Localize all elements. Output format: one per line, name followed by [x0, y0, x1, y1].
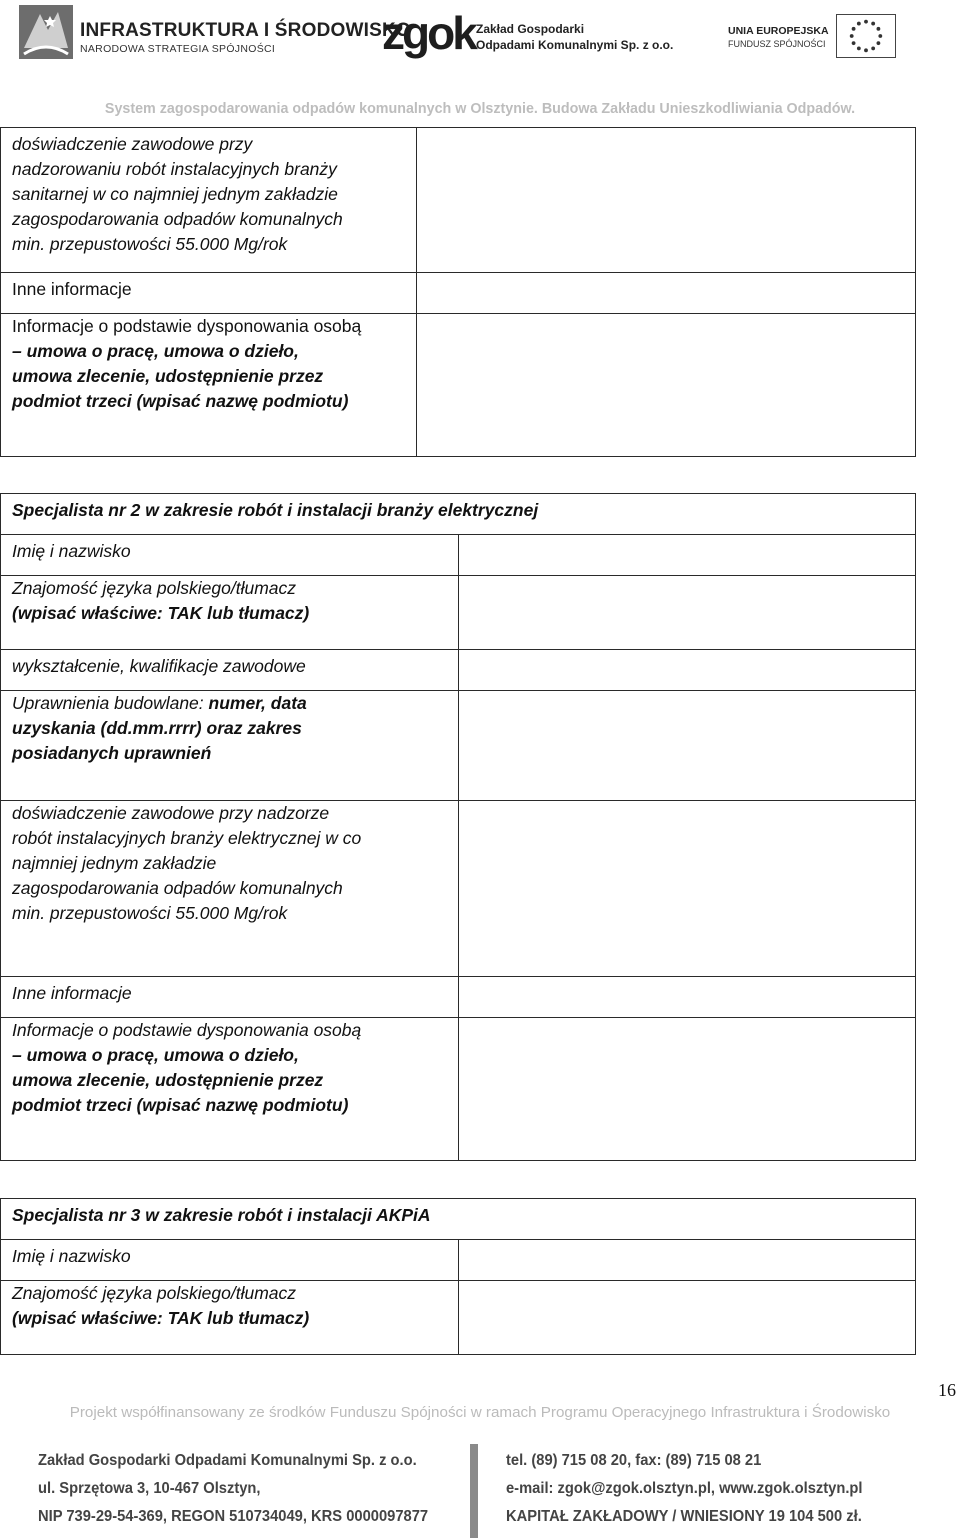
zgok-logo — [382, 7, 674, 60]
language-row — [1, 1281, 916, 1355]
company-registry: NIP 739-29-54-369, REGON 510734049, KRS 0000097877 — [38, 1508, 429, 1525]
zgok-name-line1: Zakład Gospodarki — [476, 22, 585, 36]
specialist-3-table — [0, 1198, 916, 1355]
experience-label — [1, 801, 459, 977]
eu-fund: FUNDUSZ SPÓJNOŚCI — [728, 39, 826, 49]
experience-line: min. przepustowości 55.000 Mg/rok — [12, 234, 288, 254]
specialist-header-row — [1, 494, 916, 535]
disposal-line: – umowa o pracę, umowa o dzieło, — [12, 1045, 299, 1065]
permits-row — [1, 691, 916, 801]
specialist-2-header: Specjalista nr 2 w zakresie robót i instalacji branży elektrycznej — [1, 494, 916, 535]
disposal-line: podmiot trzeci (wpisać nazwę podmiotu) — [12, 391, 349, 411]
other-info-value-field[interactable] — [458, 977, 916, 1018]
eu-flag-icon — [836, 14, 896, 58]
company-phone: tel. (89) 715 08 20, fax: (89) 715 08 21 — [506, 1452, 762, 1469]
education-label: wykształcenie, kwalifikacje zawodowe — [1, 650, 459, 691]
experience-line: min. przepustowości 55.000 Mg/rok — [12, 903, 288, 923]
company-footer — [0, 1444, 960, 1538]
infrastruktura-subtitle: NARODOWA STRATEGIA SPÓJNOŚCI — [80, 43, 276, 55]
project-title: System zagospodarowania odpadów komunalnych w Olsztynie. Budowa Zakładu Unieszkodliwiania Odpadów. — [104, 101, 856, 117]
experience-line: robót instalacyjnych branży elektrycznej w co — [12, 828, 362, 848]
specialist-header-row — [1, 1199, 916, 1240]
other-info-label: Inne informacje — [1, 977, 459, 1018]
disposal-line: podmiot trzeci (wpisać nazwę podmiotu) — [12, 1095, 349, 1115]
permits-line: posiadanych uprawnień — [12, 743, 212, 763]
permits-prefix: Uprawnienia budowlane: — [12, 693, 209, 713]
company-contact: e-mail: zgok@zgok.olsztyn.pl, www.zgok.olsztyn.pl — [506, 1480, 863, 1497]
language-value-field[interactable] — [458, 576, 916, 650]
language-label — [1, 576, 459, 650]
zgok-name-line2: Odpadami Komunalnymi Sp. z o.o. — [476, 38, 674, 52]
disposal-line: – umowa o pracę, umowa o dzieło, — [12, 341, 299, 361]
specialist-3-header: Specjalista nr 3 w zakresie robót i instalacji AKPiA — [1, 1199, 916, 1240]
experience-line: doświadczenie zawodowe przy nadzorze — [12, 803, 330, 823]
language-line: (wpisać właściwe: TAK lub tłumacz) — [12, 603, 310, 623]
experience-value-field[interactable] — [417, 128, 916, 273]
name-label: Imię i nazwisko — [1, 535, 459, 576]
disposal-basis-value-field[interactable] — [458, 1018, 916, 1161]
eu-logo — [728, 14, 898, 60]
name-value-field[interactable] — [458, 535, 916, 576]
other-info-row — [1, 273, 916, 314]
name-label: Imię i nazwisko — [1, 1240, 459, 1281]
disposal-basis-row — [1, 1018, 916, 1161]
experience-row — [1, 801, 916, 977]
experience-row — [1, 128, 916, 273]
language-line: Znajomość języka polskiego/tłumacz — [12, 1283, 297, 1303]
disposal-basis-label — [1, 1018, 459, 1161]
disposal-line: umowa zlecenie, udostępnienie przez — [12, 366, 324, 386]
experience-value-field[interactable] — [458, 801, 916, 977]
experience-line: zagospodarowania odpadów komunalnych — [12, 209, 343, 229]
disposal-basis-label — [1, 314, 417, 457]
disposal-basis-value-field[interactable] — [417, 314, 916, 457]
disposal-basis-row — [1, 314, 916, 457]
disposal-line: umowa zlecenie, udostępnienie przez — [12, 1070, 324, 1090]
name-value-field[interactable] — [458, 1240, 916, 1281]
company-name: Zakład Gospodarki Odpadami Komunalnymi Sp. z o.o. — [38, 1452, 417, 1469]
permits-bold: numer, data — [208, 693, 307, 713]
infrastruktura-emblem-icon — [18, 4, 74, 60]
footer-divider — [470, 1444, 478, 1538]
other-info-row — [1, 977, 916, 1018]
specialist-2-table — [0, 493, 916, 1161]
disposal-line: Informacje o podstawie dysponowania osobą — [12, 1020, 362, 1040]
language-value-field[interactable] — [458, 1281, 916, 1355]
permits-value-field[interactable] — [458, 691, 916, 801]
experience-line: nadzorowaniu robót instalacyjnych branży — [12, 159, 337, 179]
permits-label — [1, 691, 459, 801]
disposal-line: Informacje o podstawie dysponowania osobą — [12, 316, 362, 336]
language-row — [1, 576, 916, 650]
page-number: 16 — [938, 1380, 956, 1400]
infrastruktura-title: INFRASTRUKTURA I ŚRODOWISKO — [80, 20, 411, 41]
language-label — [1, 1281, 459, 1355]
infrastruktura-logo — [18, 4, 411, 62]
education-value-field[interactable] — [458, 650, 916, 691]
permits-line: uzyskania (dd.mm.rrrr) oraz zakres — [12, 718, 302, 738]
zgok-wordmark: zgok — [382, 7, 475, 59]
experience-label — [1, 128, 417, 273]
experience-line: doświadczenie zawodowe przy — [12, 134, 253, 154]
specialist-1-table-continued — [0, 127, 916, 457]
name-row — [1, 535, 916, 576]
experience-line: zagospodarowania odpadów komunalnych — [12, 878, 343, 898]
experience-line: sanitarnej w co najmniej jednym zakładzie — [12, 184, 338, 204]
other-info-value-field[interactable] — [417, 273, 916, 314]
other-info-label: Inne informacje — [1, 273, 417, 314]
company-capital: KAPITAŁ ZAKŁADOWY / WNIESIONY 19 104 500 zł. — [506, 1508, 862, 1525]
language-line: Znajomość języka polskiego/tłumacz — [12, 578, 297, 598]
company-address: ul. Sprzętowa 3, 10-467 Olsztyn, — [38, 1480, 261, 1497]
name-row — [1, 1240, 916, 1281]
cofinancing-note: Projekt współfinansowany ze środków Funduszu Spójności w ramach Programu Operacyjnego Infrastruktura i Środowisko — [69, 1404, 891, 1421]
education-row — [1, 650, 916, 691]
eu-title: UNIA EUROPEJSKA — [728, 25, 829, 37]
experience-line: najmniej jednym zakładzie — [12, 853, 217, 873]
language-line: (wpisać właściwe: TAK lub tłumacz) — [12, 1308, 310, 1328]
